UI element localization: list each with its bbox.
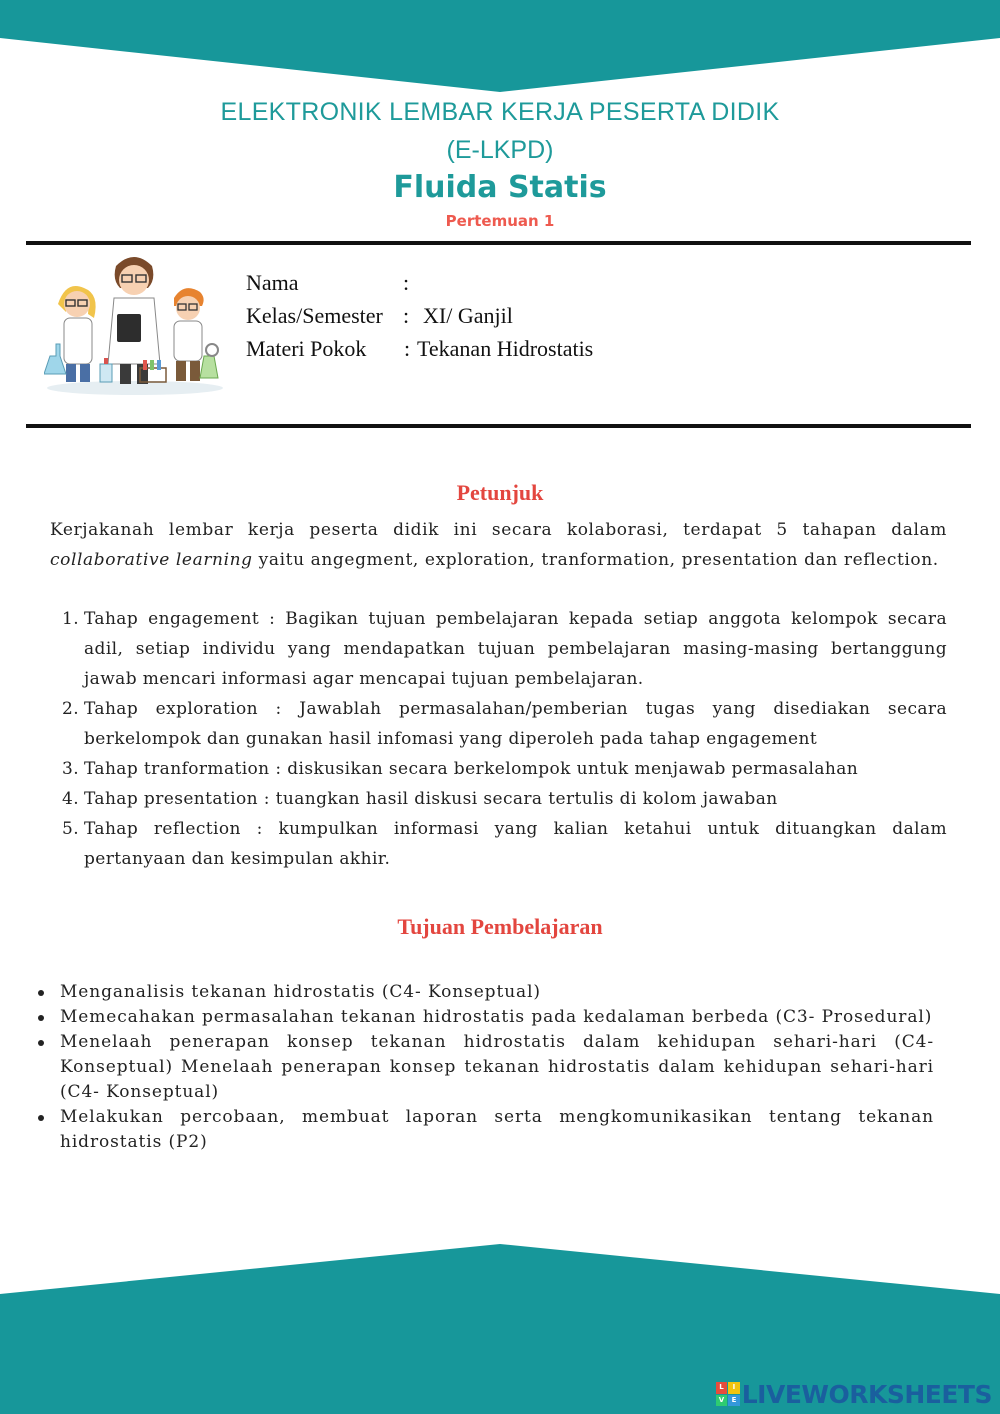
list-item — [62, 604, 947, 694]
steps-list — [62, 604, 947, 874]
step-text: Tahap presentation : tuangkan hasil diskusi secara tertulis di kolom jawaban — [84, 789, 778, 809]
list-item: Menelaah penerapan konsep tekanan hidrostatis dalam kehidupan sehari-hari (C4- Konseptual) Menelaah penerapan konsep tekanan hidrostatis dalam kehidupan sehari-hari (C4- Konseptual) — [60, 1030, 934, 1105]
header-divider-top — [26, 241, 971, 245]
info-colon: : — [403, 303, 410, 328]
step-number: 2. — [62, 699, 80, 719]
list-item — [62, 694, 947, 754]
intro-text: Kerjakanah lembar kerja peserta didik ini secara kolaborasi, terdapat 5 tahapan dalam — [50, 520, 947, 540]
info-label-nama: Nama — [246, 270, 299, 295]
subject-title: Fluida Statis — [393, 170, 607, 205]
petunjuk-heading: Petunjuk — [456, 480, 544, 505]
logo-letter: L — [716, 1382, 728, 1394]
scientists-illustration — [44, 246, 226, 396]
info-label-materi: Materi Pokok — [246, 336, 367, 361]
info-value-materi: Tekanan Hidrostatis — [417, 336, 594, 361]
step-number: 4. — [62, 789, 80, 809]
list-item — [62, 814, 947, 874]
step-text: Tahap engagement : Bagikan tujuan pembelajaran kepada setiap anggota kelompok secara adil, setiap individu yang mendapatkan tujuan pembelajaran masing-masing bertanggung jawab mencari informasi agar mencapai tujuan pembelajaran. — [84, 609, 947, 689]
step-number: 3. — [62, 759, 80, 779]
logo-letter: E — [728, 1395, 740, 1407]
logo-letter: I — [728, 1382, 740, 1394]
info-label-kelas: Kelas/Semester — [246, 303, 383, 328]
step-text: Tahap reflection : kumpulkan informasi yang kalian ketahui untuk dituangkan dalam pertanyaan dan kesimpulan akhir. — [84, 819, 947, 869]
step-text: Tahap exploration : Jawablah permasalahan/pemberian tugas yang disediakan secara berkelompok dan gunakan hasil infomasi yang diperoleh pada tahap engagement — [84, 699, 947, 749]
meeting-label: Pertemuan 1 — [445, 212, 555, 230]
document-title-abbreviation: (E-LKPD) — [446, 136, 554, 164]
top-teal-band — [0, 0, 1000, 110]
list-item — [62, 754, 947, 784]
list-item: Melakukan percobaan, membuat laporan serta mengkomunikasikan tentang tekanan hidrostatis (P2) — [60, 1105, 934, 1155]
intro-italic-term: collaborative learning — [50, 550, 253, 570]
document-title: ELEKTRONIK LEMBAR KERJA PESERTA DIDIK — [220, 98, 780, 126]
header-divider-bottom — [26, 424, 971, 428]
list-item: Memecahakan permasalahan tekanan hidrostatis pada kedalaman berbeda (C3- Prosedural) — [60, 1005, 934, 1030]
watermark-text: LIVEWORKSHEETS — [741, 1379, 992, 1409]
liveworksheets-logo-icon — [716, 1382, 740, 1406]
info-colon: : — [403, 270, 410, 295]
intro-text-continued: yaitu angegment, exploration, tranformation, presentation dan reflection. — [252, 550, 939, 570]
info-value-kelas: XI/ Ganjil — [423, 303, 513, 328]
step-number: 5. — [62, 819, 80, 839]
petunjuk-intro — [50, 515, 947, 575]
list-item — [62, 784, 947, 814]
step-text: Tahap tranformation : diskusikan secara berkelompok untuk menjawab permasalahan — [84, 759, 859, 779]
tujuan-heading: Tujuan Pembelajaran — [397, 914, 603, 939]
step-number: 1. — [62, 609, 80, 629]
info-colon: : — [404, 336, 411, 361]
list-item: Menganalisis tekanan hidrostatis (C4- Konseptual) — [60, 980, 934, 1005]
liveworksheets-watermark — [716, 1380, 992, 1408]
logo-letter: V — [716, 1395, 728, 1407]
learning-goals-list — [60, 980, 934, 1155]
